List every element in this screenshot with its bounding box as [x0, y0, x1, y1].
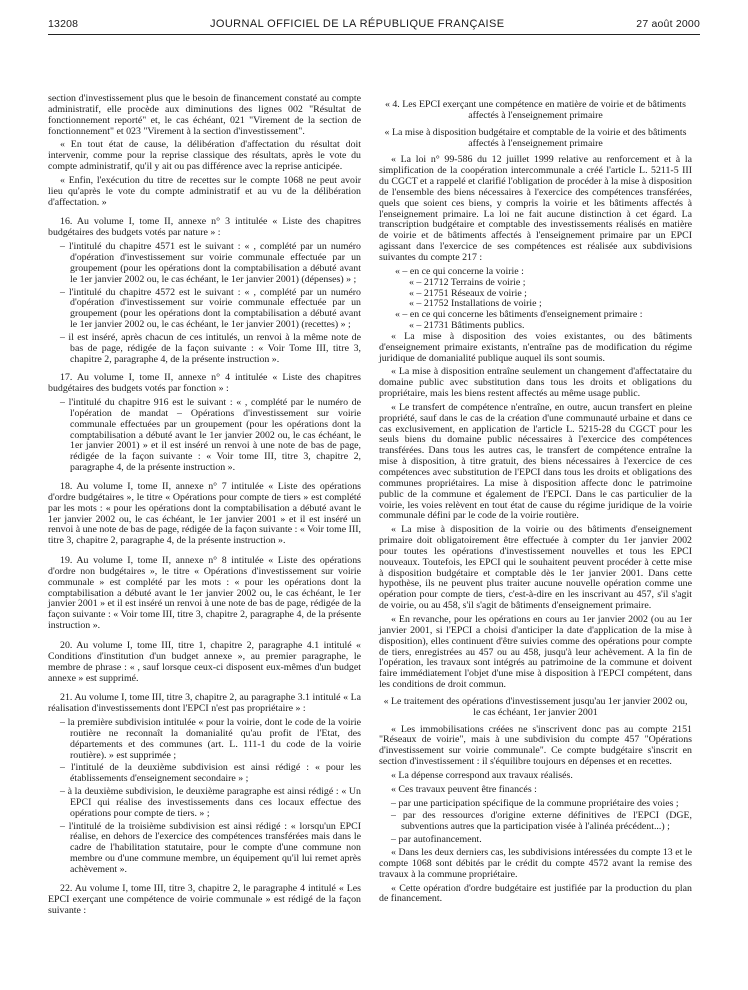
article-21: 21. Au volume I, tome III, titre 3, chapitre 2, au paragraphe 3.1 intitulé « La réalisation d'investissements dont l'EPCI n'est pas propriétaire » : — [48, 692, 361, 715]
paragraph: « En tout état de cause, la délibération d'affectation du résultat doit intervenir, comme pour la reprise classique des résultats, après le vote du compte administratif, qu'il y ait ou pas différence avec la reprise anticipée. — [48, 139, 361, 173]
paragraph: section d'investissement plus que le besoin de financement constaté au compte administratif, elle procède aux diminutions des lignes 002 "Résultat de fonctionnement reporté" et, le cas échéant, 021 "Virement de la section de fonctionnement" et 023 "Virement à la section d'investissement". — [48, 93, 361, 137]
paragraph: « La mise à disposition des voies existantes, ou des bâtiments d'enseignement primaire existants, n'entraîne pas de modification du régime juridique de domanialité publique auquel ils sont soumis. — [379, 330, 692, 364]
paragraph: « En revanche, pour les opérations en cours au 1er janvier 2002 (ou au 1er janvier 2001, si l'EPCI a choisi d'anticiper la date d'application de la mise à disposition), elles continuent d'être suivies comme des opérations pour compte de tiers, enregistrées au 457 ou au 458, jusqu'à leur achèvement. A la fin de l'opération, les travaux sont intégrés au patrimoine de la commune et doivent faire immédiatement l'objet d'une mise à disposition à l'EPCI compétent, dans les conditions de droit commun. — [379, 613, 692, 691]
article-19: 19. Au volume I, tome II, annexe n° 8 intitulée « Liste des opérations d'ordre non budgétaires », le titre « Opérations d'investissement sur voirie communale » est complété par les mots : « pour les opérations dont la comptabilisation a débuté avant le 1er janvier 2002 ou, le cas échéant, le 1er janvier 2001 » et il est inséré un renvoi à une note de bas de page, rédigée de la façon suivante : « Voir tome III, titre 3, chapitre 2, paragraphe 4, de la présente instruction ». — [48, 555, 361, 632]
right-column — [379, 94, 692, 908]
account-item: « – 21712 Terrains de voirie ; — [409, 276, 526, 288]
account-item: « – 21751 Réseaux de voirie ; — [409, 287, 527, 299]
article-17: 17. Au volume I, tome II, annexe n° 4 intitulée « Liste des chapitres budgétaires des budgets votés par fonction » : — [48, 372, 361, 395]
article-16: 16. Au volume I, tome II, annexe n° 3 intitulée « Liste des chapitres budgétaires des budgets votés par nature » : — [48, 216, 361, 239]
list-item: – la première subdivision intitulée « pour la voirie, dont le code de la voirie routière ne reconnaît la domanialité qu'au profit de l'Etat, des départements et des communes (art. L. 111-1 du code de la voirie routière). » est supprimée ; — [60, 717, 361, 761]
header-rule — [48, 34, 700, 35]
section-heading: « La mise à disposition budgétaire et comptable de la voirie et des bâtiments affectés à l'enseignement primaire — [384, 126, 687, 149]
paragraph: « La loi n° 99-586 du 12 juillet 1999 relative au renforcement et à la simplification de la coopération intercommunale a créé l'article L. 5211-5 III du CGCT et a rappelé et clarifié l'obligation de procéder à la mise à disposition de l'ensemble des biens nécessaires à l'exercice des compétences transférées, quels que soient ces biens, y compris la voirie et les bâtiments affectés à l'enseignement primaire. La loi ne fait aucune distinction à cet égard. La transcription budgétaire et comptable des investissements réalisés en matière de voirie et de bâtiments affectés à l'enseignement primaire par un EPCI agissant dans l'exercice de ses compétences est réalisée aux subdivisions suivantes du compte 217 : — [379, 154, 692, 263]
paragraph: « La mise à disposition de la voirie ou des bâtiments d'enseignement primaire doit obligatoirement être effectuée à compter du 1er janvier 2002 pour toutes les opérations d'investissement nouvelles et tous les EPCI nouveaux. Toutefois, les EPCI qui le souhaitent peuvent procéder à cette mise à disposition budgétaire et comptable dès le 1er janvier 2001. Dans cette hypothèse, ils ne peuvent plus traiter aucune nouvelle opération comme une opération pour compte de tiers, c'est-à-dire en les inscrivant au 457, s'il s'agit de voirie, ou au 458, s'il s'agit de bâtiments d'enseignement primaire. — [379, 524, 692, 612]
paragraph: « La dépense correspond aux travaux réalisés. — [391, 769, 573, 781]
list-item: – l'intitulé du chapitre 4571 est le suivant : « , complété par un numéro d'opération d'investissement sur voirie communale effectuée par un groupement (pour les opérations dont la comptabilisation a débuté avant le 1er janvier 2002 ou, le cas échéant, le 1er janvier 2001) (dépenses) » ; — [60, 241, 361, 285]
section-heading: « 4. Les EPCI exerçant une compétence en matière de voirie et de bâtiments affectés à l'enseignement primaire — [384, 99, 687, 121]
list-item: – par une participation spécifique de la commune propriétaire des voies ; — [391, 797, 679, 809]
page-header — [48, 14, 700, 34]
section-heading: « Le traitement des opérations d'investissement jusqu'au 1er janvier 2002 ou, le cas échéant, 1er janvier 2001 — [383, 695, 688, 718]
list-item: – il est inséré, après chacun de ces intitulés, un renvoi à la même note de bas de page, rédigée de la façon suivante : « Voir Tome III, titre 3, chapitre 2, paragraphe 4, de la présente instruction ». — [60, 331, 361, 365]
account-item: « – 21752 Installations de voirie ; — [409, 298, 542, 310]
publication-date: 27 août 2000 — [636, 18, 700, 30]
article-20: 20. Au volume I, tome III, titre 1, chapitre 2, paragraphe 4.1 intitulé « Conditions d'institution d'un budget annexe », au premier paragraphe, le membre de phrase : « , sauf lorsque ceux-ci disposent eux-mêmes d'un budget annexe » est supprimé. — [48, 639, 361, 684]
paragraph: « Le transfert de compétence n'entraîne, en outre, aucun transfert en pleine propriété, sauf dans le cas de la création d'une communauté urbaine et dans ce cas exclusivement, en application de l'article L. 5215-28 du CGCT pour les seuls biens du domaine public nécessaires à l'exercice des compétences transférées. Dans tous les autres cas, le transfert de compétence entraîne la mise à disposition, à titre gratuit, des biens nécessaires à l'exercice de ces compétences avec substitution de l'EPCI dans tous les droits et obligations des communes propriétaires. La mise à disposition affecte donc le patrimoine public de la commune et également de l'EPCI. Dans le cas particulier de la voirie, les voies relèvent en tout état de cause du régime juridique de la voirie communale défini par le code de la voirie routière. — [379, 401, 692, 522]
list-item: – l'intitulé du chapitre 916 est le suivant : « , complété par le numéro de l'opération de mandat – Opérations d'investissement sur voirie communale effectuées par un groupement (pour les opérations dont la comptabilisation a débuté avant le 1er janvier 2002 ou, le cas échéant, le 1er janvier 2001) » et il est inséré un renvoi à une note de bas de page, rédigée de la façon suivante : « Voir tome III, titre 3, chapitre 2, paragraphe 4, de la présente instruction ». — [60, 397, 361, 474]
list-item: – l'intitulé de la troisième subdivision est ainsi rédigé : « lorsqu'un EPCI réalise, en dehors de l'exercice des compétences transférées mais dans le cadre de l'habilitation statutaire, pour le compte d'une commune non membre ou d'une commune membre, un équipement qu'il lui remet après achèvement ». — [60, 820, 361, 875]
account-item: « – en ce qui concerne les bâtiments d'enseignement primaire : — [395, 309, 643, 321]
paragraph: « Ces travaux peuvent être financés : — [391, 783, 537, 795]
list-item: – l'intitulé de la deuxième subdivision est ainsi rédigé : « pour les établissements d'enseignement secondaire » ; — [60, 762, 361, 785]
paragraph: « Enfin, l'exécution du titre de recettes sur le compte 1068 ne peut avoir lieu qu'après le vote du compte administratif et au vu de la délibération d'affectation. » — [48, 174, 361, 208]
list-item: – par des ressources d'origine externe définitives de l'EPCI (DGE, subventions autres que la participation visée à l'alinéa précédent...) ; — [391, 810, 692, 833]
paragraph: « La mise à disposition entraîne seulement un changement d'affectataire du domaine public avec substitution dans tous les droits et obligations du propriétaire, mais les biens restent affectés au même usage public. — [379, 366, 692, 400]
article-22: 22. Au volume I, tome III, titre 3, chapitre 2, le paragraphe 4 intitulé « Les EPCI exerçant une compétence de voirie communale » est rédigé de la façon suivante : — [48, 882, 361, 916]
paragraph: « Les immobilisations créées ne s'inscrivent donc pas au compte 2151 "Réseaux de voirie", mais à une subdivision du compte 457 "Opérations d'investissement sur voirie communale". Ce compte budgétaire s'inscrit en section d'investissement : il s'équilibre toujours en dépenses et en recettes. — [379, 723, 692, 768]
article-18: 18. Au volume I, tome II, annexe n° 7 intitulée « Liste des opérations d'ordre budgétaires », le titre « Opérations pour compte de tiers » est complété par les mots : « pour les opérations dont la comptabilisation a débuté avant le 1er janvier 2002 ou, le cas échéant, le 1er janvier 2001 » et il est inséré un renvoi à une note de bas de page, rédigée de la façon suivante : « Voir tome III, titre 3, chapitre 2, paragraphe 4, de la présente instruction ». — [48, 481, 361, 547]
left-column — [48, 94, 361, 919]
account-item: « – 21731 Bâtiments publics. — [409, 320, 525, 332]
list-item: – par autofinancement. — [391, 834, 482, 846]
paragraph: « Cette opération d'ordre budgétaire est justifiée par la production du plan de financement. — [379, 882, 692, 905]
journal-title: JOURNAL OFFICIEL DE LA RÉPUBLIQUE FRANÇAISE — [209, 18, 505, 30]
list-item: – à la deuxième subdivision, le deuxième paragraphe est ainsi rédigé : « Un EPCI qui réalise des investissements dans ces locaux effectue des opérations pour compte de tiers. » ; — [60, 786, 361, 819]
account-item: « – en ce qui concerne la voirie : — [395, 265, 524, 277]
paragraph: « Dans les deux derniers cas, les subdivisions intéressées du compte 13 et le compte 1068 sont débités par le crédit du compte 4572 avant la remise des travaux à la commune propriétaire. — [379, 847, 692, 880]
page-number: 13208 — [48, 18, 79, 30]
list-item: – l'intitulé du chapitre 4572 est le suivant : « , complété par un numéro d'opération d'investissement sur voirie communale effectuée par un groupement (pour les opérations dont la comptabilisation a débuté avant le 1er janvier 2002 ou, le cas échéant, le 1er janvier 2001) (recettes) » ; — [60, 286, 361, 331]
